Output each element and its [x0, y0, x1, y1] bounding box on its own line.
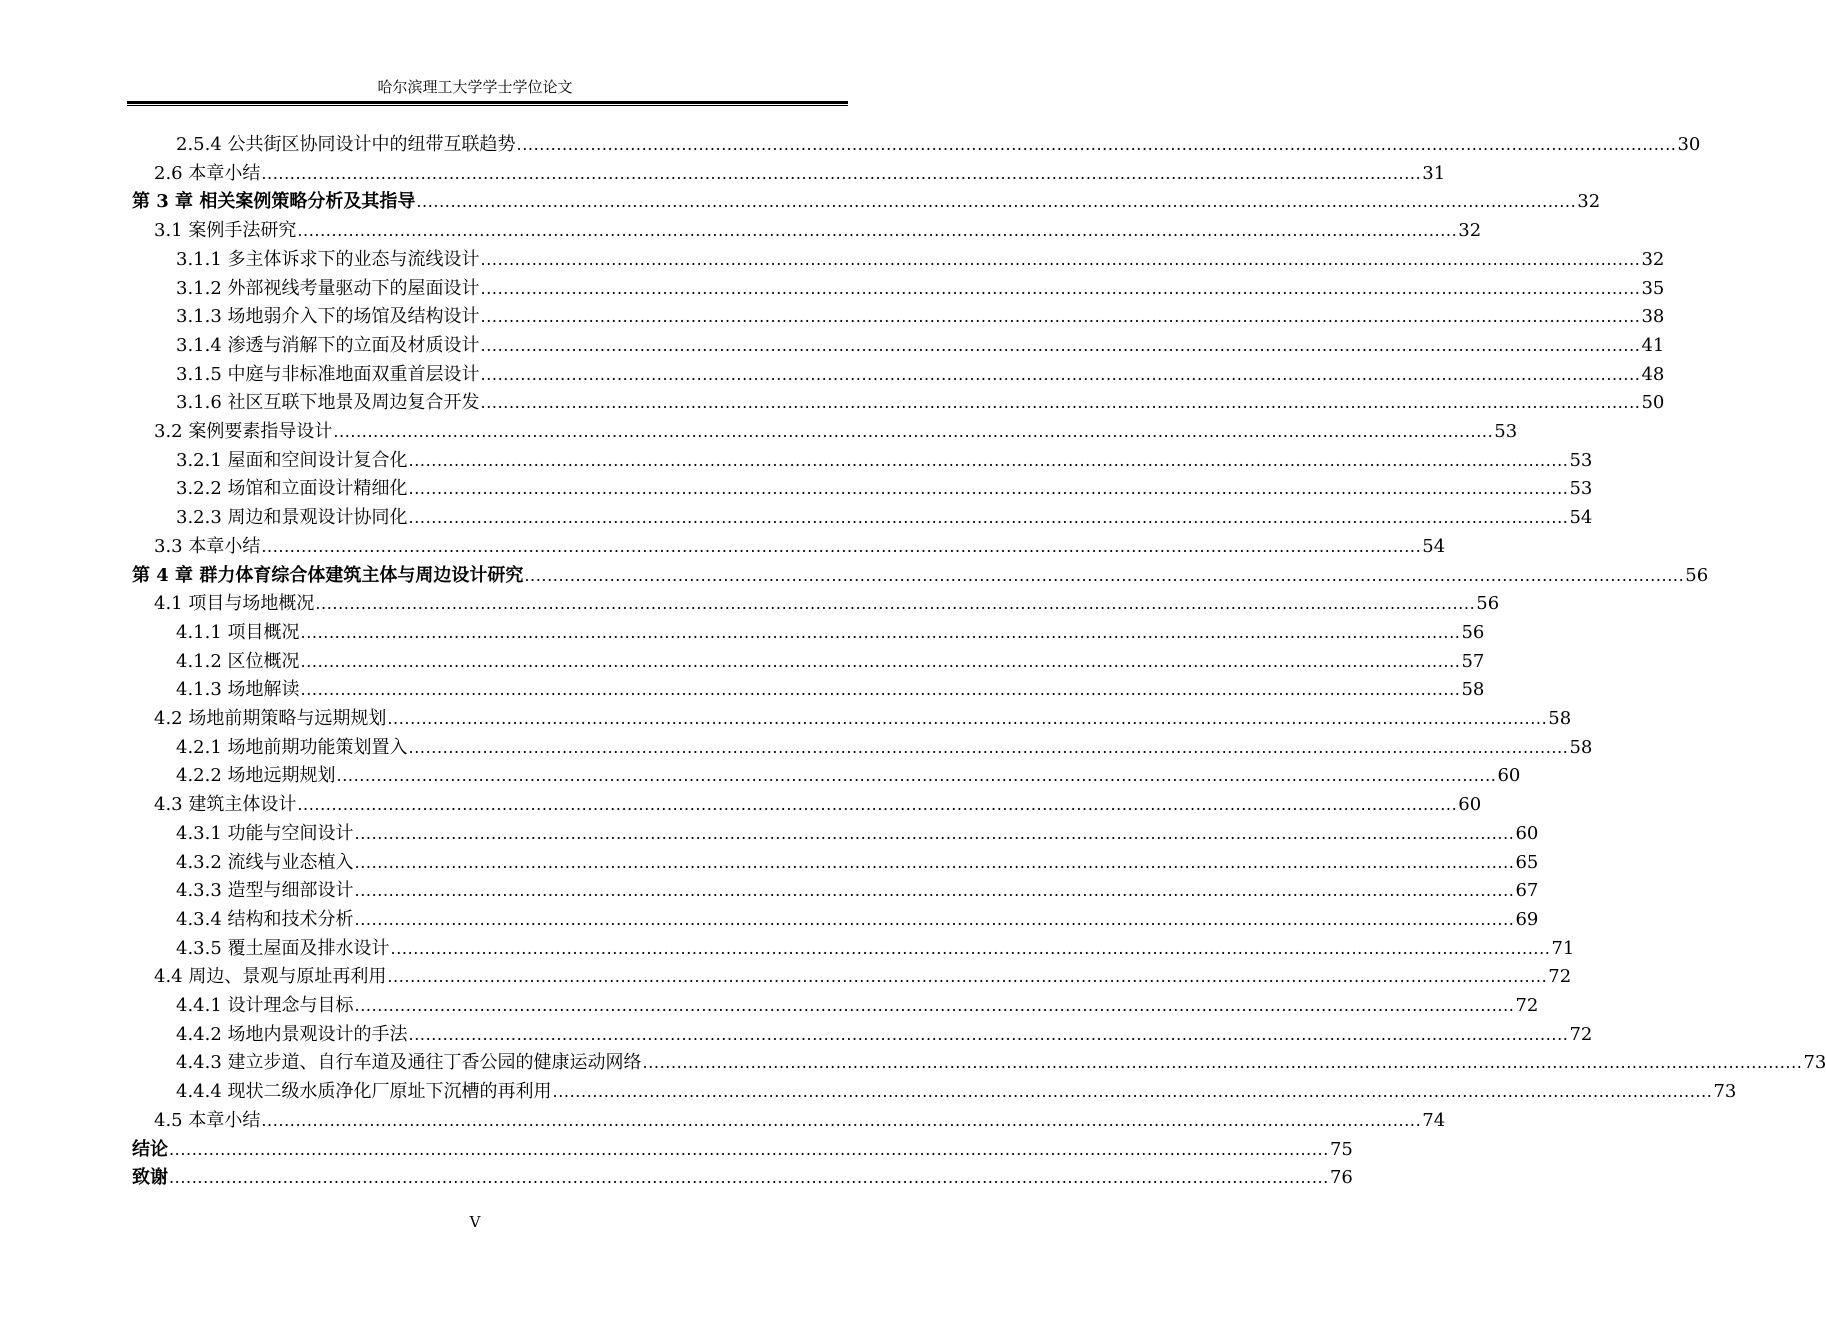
toc-entry[interactable]	[176, 245, 1665, 274]
toc-entry[interactable]	[176, 934, 1575, 963]
toc-entry[interactable]	[176, 848, 1539, 877]
toc-entry-label: 致谢	[132, 1167, 168, 1189]
toc-entry-page: 50	[1641, 392, 1665, 414]
toc-entry[interactable]	[154, 790, 1482, 819]
toc-entry-label: 4.3.2 流线与业态植入	[176, 851, 354, 873]
toc-entry[interactable]	[176, 274, 1665, 303]
toc-entry[interactable]	[154, 532, 1446, 561]
toc-entry-label: 4.4.4 现状二级水质净化厂原址下沉槽的再利用	[176, 1081, 552, 1103]
toc-entry-page: 48	[1641, 363, 1665, 385]
toc-dot-leader: ............................................................................................................................................................................................................	[354, 996, 1515, 1015]
toc-entry[interactable]	[176, 733, 1593, 762]
toc-dot-leader: ............................................................................................................................................................................................................	[480, 249, 1641, 269]
toc-dot-leader: ............................................................................................................................................................................................................	[300, 680, 1461, 700]
toc-entry[interactable]	[176, 991, 1539, 1020]
toc-entry-page: 60	[1458, 794, 1482, 816]
toc-dot-leader: ............................................................................................................................................................................................................	[516, 135, 1677, 154]
toc-entry[interactable]	[132, 1135, 1353, 1164]
toc-entry-page: 32	[1577, 191, 1601, 213]
toc-entry-page: 58	[1461, 679, 1485, 701]
toc-entry[interactable]	[176, 876, 1539, 905]
toc-entry[interactable]	[176, 1020, 1593, 1049]
toc-entry[interactable]	[176, 446, 1593, 475]
toc-entry-label: 4.4.2 场地内景观设计的手法	[176, 1023, 408, 1045]
toc-dot-leader: ............................................................................................................................................................................................................	[300, 651, 1461, 671]
toc-entry[interactable]	[176, 819, 1539, 848]
toc-entry-label: 4.3.5 覆土屋面及排水设计	[176, 937, 390, 959]
toc-entry-label: 4.3.4 结构和技术分析	[176, 908, 354, 930]
toc-entry-label: 3.2.3 周边和景观设计协同化	[176, 507, 408, 529]
toc-entry[interactable]	[176, 474, 1593, 503]
toc-entry[interactable]	[176, 618, 1485, 647]
toc-dot-leader: ............................................................................................................................................................................................................	[261, 536, 1422, 556]
toc-entry[interactable]	[154, 962, 1572, 991]
toc-entry-label: 3.1.4 渗透与消解下的立面及材质设计	[176, 334, 480, 356]
toc-dot-leader: ............................................................................................................................................................................................................	[297, 795, 1458, 815]
toc-entry-page: 30	[1677, 134, 1701, 155]
toc-entry[interactable]	[154, 589, 1500, 618]
toc-entry-page: 58	[1569, 736, 1593, 758]
toc-entry-label: 4.1.1 项目概况	[176, 621, 300, 643]
toc-dot-leader: ............................................................................................................................................................................................................	[642, 1053, 1803, 1073]
toc-entry-page: 69	[1515, 908, 1539, 930]
toc-entry-label: 3.1.2 外部视线考量驱动下的屋面设计	[176, 277, 480, 299]
toc-entry-page: 72	[1569, 1023, 1593, 1045]
toc-entry[interactable]	[176, 761, 1521, 790]
toc-entry-label: 3.2.1 屋面和空间设计复合化	[176, 449, 408, 471]
toc-entry-label: 3.1 案例手法研究	[154, 220, 297, 242]
toc-entry-label: 3.2.2 场馆和立面设计精细化	[176, 478, 408, 500]
toc-dot-leader: ............................................................................................................................................................................................................	[387, 967, 1548, 987]
toc-entry[interactable]	[154, 1106, 1446, 1135]
toc-entry-label: 4.2 场地前期策略与远期规划	[154, 708, 387, 729]
toc-entry-page: 75	[1329, 1138, 1353, 1160]
toc-entry-page: 53	[1569, 449, 1593, 471]
toc-entry[interactable]	[176, 130, 1701, 159]
toc-entry-label: 4.3 建筑主体设计	[154, 794, 297, 816]
toc-entry[interactable]	[176, 1048, 1826, 1077]
toc-dot-leader: ............................................................................................................................................................................................................	[552, 1082, 1713, 1102]
toc-dot-leader: ............................................................................................................................................................................................................	[261, 1110, 1422, 1130]
toc-dot-leader: ............................................................................................................................................................................................................	[169, 1168, 1329, 1188]
toc-dot-leader: ............................................................................................................................................................................................................	[297, 221, 1458, 241]
toc-entry-page: 31	[1422, 162, 1446, 184]
toc-entry[interactable]	[176, 647, 1485, 676]
toc-entry[interactable]	[154, 159, 1446, 188]
header-rule-thick	[127, 101, 848, 104]
toc-dot-leader: ............................................................................................................................................................................................................	[333, 422, 1494, 441]
toc-dot-leader: ............................................................................................................................................................................................................	[408, 1024, 1569, 1044]
toc-entry[interactable]	[132, 1163, 1353, 1192]
toc-entry[interactable]	[132, 187, 1601, 216]
toc-entry[interactable]	[176, 302, 1665, 331]
toc-entry-label: 3.2 案例要素指导设计	[154, 421, 333, 442]
toc-entry-page: 73	[1713, 1081, 1737, 1103]
toc-entry-label: 第 3 章 相关案例策略分析及其指导	[132, 191, 416, 213]
toc-entry-page: 41	[1641, 334, 1665, 356]
toc-entry-label: 结论	[132, 1138, 168, 1160]
toc-entry-label: 3.3 本章小结	[154, 535, 261, 557]
toc-dot-leader: ............................................................................................................................................................................................................	[524, 565, 1685, 585]
toc-entry-page: 35	[1641, 277, 1665, 299]
toc-dot-leader: ............................................................................................................................................................................................................	[408, 450, 1569, 470]
toc-entry[interactable]	[154, 417, 1518, 446]
toc-entry-label: 4.3.1 功能与空间设计	[176, 822, 354, 844]
toc-entry-label: 4.1 项目与场地概况	[154, 593, 315, 615]
toc-dot-leader: ............................................................................................................................................................................................................	[169, 1139, 1329, 1159]
toc-dot-leader: ............................................................................................................................................................................................................	[261, 163, 1422, 183]
toc-dot-leader: ............................................................................................................................................................................................................	[480, 364, 1641, 384]
toc-entry-label: 4.2.1 场地前期功能策划置入	[176, 736, 408, 758]
toc-entry-page: 38	[1641, 306, 1665, 328]
toc-entry-page: 74	[1422, 1109, 1446, 1131]
toc-entry-page: 76	[1329, 1167, 1353, 1189]
toc-dot-leader: ............................................................................................................................................................................................................	[408, 508, 1569, 528]
toc-entry-page: 67	[1515, 880, 1539, 902]
toc-dot-leader: ............................................................................................................................................................................................................	[480, 307, 1641, 327]
toc-entry[interactable]	[154, 216, 1482, 245]
toc-entry-page: 54	[1422, 535, 1446, 557]
toc-dot-leader: ............................................................................................................................................................................................................	[354, 823, 1515, 843]
toc-entry-page: 54	[1569, 507, 1593, 529]
toc-entry-page: 53	[1569, 478, 1593, 500]
toc-dot-leader: ............................................................................................................................................................................................................	[480, 393, 1641, 413]
toc-entry-page: 71	[1551, 937, 1575, 959]
header-rule-thin	[127, 105, 848, 106]
toc-entry[interactable]	[176, 675, 1485, 704]
toc-entry-label: 4.1.3 场地解读	[176, 679, 300, 701]
toc-dot-leader: ............................................................................................................................................................................................................	[387, 709, 1548, 728]
toc-dot-leader: ............................................................................................................................................................................................................	[416, 192, 1577, 212]
toc-entry-label: 4.2.2 场地远期规划	[176, 765, 336, 787]
toc-entry-page: 72	[1548, 966, 1572, 988]
toc-dot-leader: ............................................................................................................................................................................................................	[408, 479, 1569, 499]
toc-dot-leader: ............................................................................................................................................................................................................	[354, 881, 1515, 901]
toc-entry[interactable]	[176, 905, 1539, 934]
toc-entry-page: 58	[1548, 708, 1572, 729]
toc-entry-label: 2.6 本章小结	[154, 162, 261, 184]
toc-entry-page: 32	[1641, 248, 1665, 270]
toc-entry-label: 4.4.3 建立步道、自行车道及通往丁香公园的健康运动网络	[176, 1052, 642, 1074]
toc-entry[interactable]	[176, 503, 1593, 532]
toc-entry-page: 73	[1803, 1052, 1826, 1074]
toc-dot-leader: ............................................................................................................................................................................................................	[315, 594, 1476, 614]
toc-entry-label: 4.4 周边、景观与原址再利用	[154, 966, 387, 988]
page-header-title: 哈尔滨理工大学学士学位论文	[377, 78, 573, 96]
toc-dot-leader: ............................................................................................................................................................................................................	[336, 766, 1497, 786]
toc-entry-label: 4.3.3 造型与细部设计	[176, 880, 354, 902]
toc-entry[interactable]	[176, 388, 1665, 417]
toc-dot-leader: ............................................................................................................................................................................................................	[480, 335, 1641, 355]
toc-entry-label: 4.5 本章小结	[154, 1109, 261, 1131]
toc-entry[interactable]	[154, 704, 1572, 733]
toc-entry-label: 3.1.3 场地弱介入下的场馆及结构设计	[176, 306, 480, 328]
toc-entry-page: 57	[1461, 650, 1485, 672]
page-number: V	[469, 1213, 481, 1231]
toc-entry-label: 3.1.6 社区互联下地景及周边复合开发	[176, 392, 480, 414]
toc-entry[interactable]	[132, 561, 1709, 590]
toc-dot-leader: ............................................................................................................................................................................................................	[300, 622, 1461, 642]
toc-entry[interactable]	[176, 1077, 1737, 1106]
toc-dot-leader: ............................................................................................................................................................................................................	[390, 938, 1551, 958]
toc-entry[interactable]	[176, 331, 1665, 360]
toc-entry-label: 4.4.1 设计理念与目标	[176, 995, 354, 1016]
toc-entry-page: 60	[1497, 765, 1521, 787]
toc-entry-page: 56	[1461, 621, 1485, 643]
toc-entry-label: 3.1.5 中庭与非标准地面双重首层设计	[176, 363, 480, 385]
toc-entry-page: 53	[1494, 421, 1518, 442]
toc-entry-page: 56	[1685, 564, 1709, 586]
toc-dot-leader: ............................................................................................................................................................................................................	[354, 909, 1515, 929]
toc-entry-page: 60	[1515, 822, 1539, 844]
toc-entry-page: 32	[1458, 220, 1482, 242]
toc-entry-page: 65	[1515, 851, 1539, 873]
toc-dot-leader: ............................................................................................................................................................................................................	[354, 852, 1515, 872]
toc-dot-leader: ............................................................................................................................................................................................................	[408, 737, 1569, 757]
toc-entry-label: 2.5.4 公共街区协同设计中的纽带互联趋势	[176, 134, 516, 155]
toc-entry[interactable]	[176, 360, 1665, 389]
toc-entry-page: 72	[1515, 995, 1539, 1016]
toc-entry-label: 第 4 章 群力体育综合体建筑主体与周边设计研究	[132, 564, 524, 586]
toc-entry-page: 56	[1476, 593, 1500, 615]
toc-entry-label: 3.1.1 多主体诉求下的业态与流线设计	[176, 248, 480, 270]
toc-entry-label: 4.1.2 区位概况	[176, 650, 300, 672]
toc-dot-leader: ............................................................................................................................................................................................................	[480, 278, 1641, 298]
